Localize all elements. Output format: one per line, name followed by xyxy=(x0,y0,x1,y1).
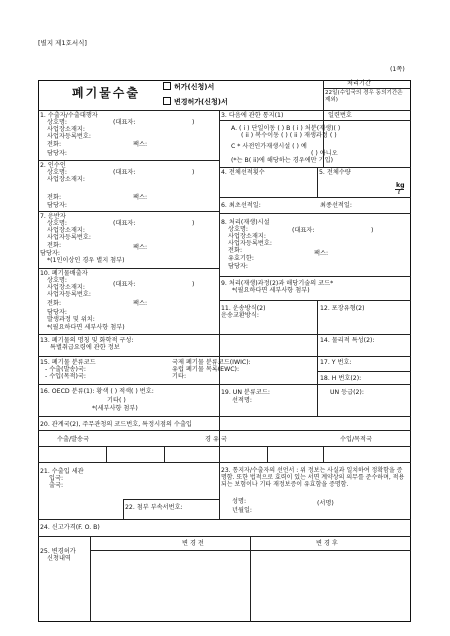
s12-heading: 12. 포장유형(2) xyxy=(320,305,365,312)
serial-label: 일련번호 xyxy=(328,112,352,119)
s9-heading: 9. 처리(재생)과정(2)과 해당기술의 코드* xyxy=(221,280,334,287)
s11-heading: 11. 운송방식(2) xyxy=(221,305,266,312)
after-change-header: 변 경 후 xyxy=(316,540,338,547)
s21-heading: 21. 수출입 세관 xyxy=(40,468,84,475)
s1-heading: 1. 수출자/수출대행자 xyxy=(40,112,98,119)
page-number: (1쪽) xyxy=(390,66,405,73)
s6-heading: 6. 최초선적일: xyxy=(221,202,261,209)
before-change-header: 변 경 전 xyxy=(182,540,204,547)
s13-heading: 13. 폐기물의 명칭 및 화학적 구성: xyxy=(40,337,134,344)
s7-heading: 7. 운반자 xyxy=(40,213,66,220)
s15-heading: 15. 폐기물 분류코드 xyxy=(40,359,96,366)
s5-heading: 5. 전체수량 xyxy=(319,169,351,176)
form-number: [별지 제1호서식] xyxy=(38,39,87,47)
s3-heading: 3. 다음에 관한 통지(1) xyxy=(221,112,284,119)
s24-heading: 24. 신고가격(F. O. B) xyxy=(40,524,100,531)
s20-heading: 20. 관계국(2), 주무관청의 코드번호, 특정시점의 수출입 xyxy=(40,421,192,428)
s8-heading: 8. 처리(재생)시설 xyxy=(221,219,270,226)
form-title: 폐기물수출 xyxy=(72,86,140,100)
s18-heading: 18. H 번호(2): xyxy=(320,375,362,382)
checkbox-permit[interactable]: 허가(신청)서 xyxy=(163,82,214,92)
s23-declaration: 23. 통지자/수출자의 선언서 : 위 정보는 사실과 일치하여 정확함을 증명함. 또한 법적으로 효력이 있는 서면 계약상의 의무를 준수하며, 적용되는 보험이나 기타 재정보증이 유효함을 증명함. xyxy=(221,467,405,488)
s10-heading: 10. 폐기물배출자 xyxy=(40,270,88,277)
period-value: 22일(수입국의 경우 동의기간은 제외) xyxy=(325,90,403,103)
s4-heading: 4. 전체선적횟수 xyxy=(221,169,265,176)
s2-heading: 2. 인수인 xyxy=(40,162,66,169)
s17-heading: 17. Y 번호: xyxy=(320,359,352,366)
checkbox-change-permit[interactable]: 변경허가(신청)서 xyxy=(163,97,228,107)
s22-heading: 22. 첨부 부속서번호: xyxy=(125,504,183,511)
s25-heading: 25. 변경허가 xyxy=(40,548,76,555)
s19-heading: 19. UN 분류코드: xyxy=(221,389,270,396)
s16-heading: 16. OECD 분류(1): 황색 ( ) 적색( ) 번호: xyxy=(40,388,154,395)
s14-heading: 14. 물리적 특성(2): xyxy=(320,337,375,344)
period-label: 처리기간 xyxy=(347,80,371,87)
